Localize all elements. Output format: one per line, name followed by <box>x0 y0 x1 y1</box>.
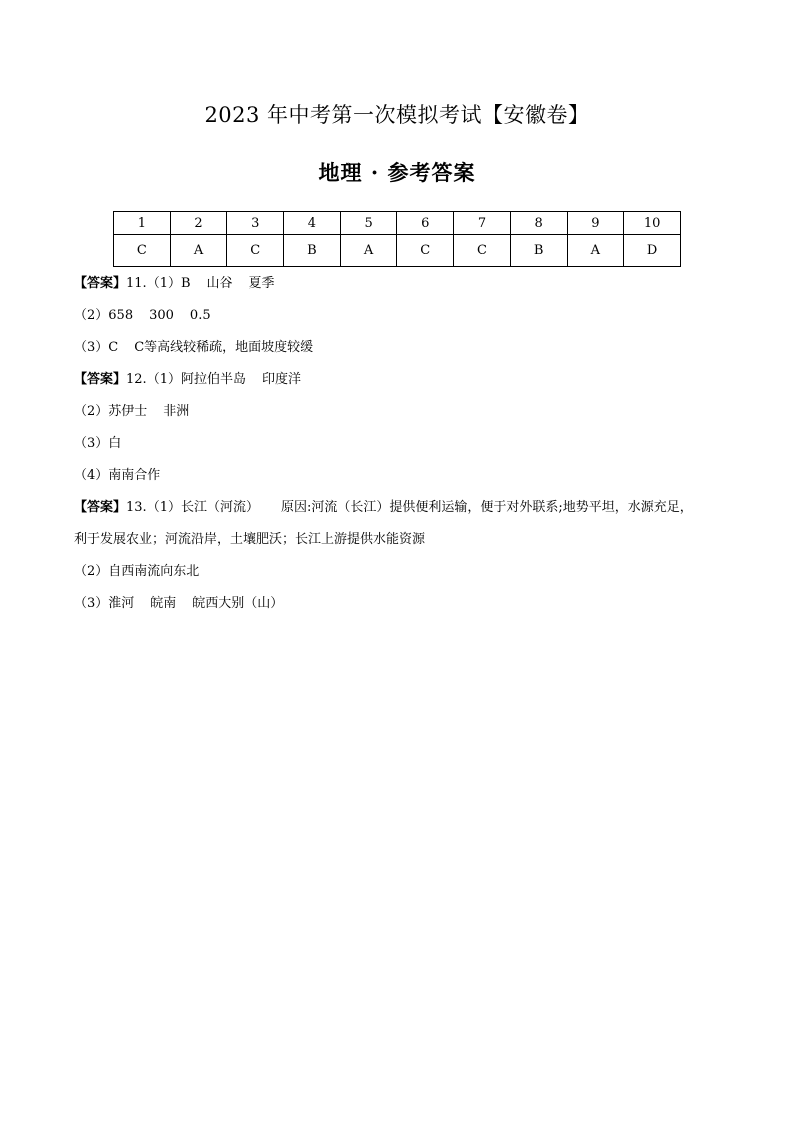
question-number-cell: 3 <box>227 212 284 235</box>
answer-cell: C <box>114 235 171 267</box>
page-subtitle: 地理 · 参考答案 <box>318 160 476 185</box>
answer-cell: C <box>454 235 511 267</box>
q13-part1-continuation-line <box>74 528 734 560</box>
q13-part3-prefix: （3）淮河 <box>74 596 135 611</box>
q11-part2-line <box>74 304 734 336</box>
q12-part2-prefix: （2）苏伊士 <box>74 404 148 419</box>
question-number-cell: 10 <box>624 212 681 235</box>
q11-part2-answer-b: 0.5 <box>189 308 211 323</box>
answer-table-answer-row <box>114 235 681 267</box>
q11-part2-answer-a: 300 <box>149 308 174 323</box>
answer-table-number-row <box>114 212 681 235</box>
question-number-cell: 5 <box>340 212 397 235</box>
q11-part3-line <box>74 336 734 368</box>
q11-part2-prefix: （2）658 <box>74 308 134 323</box>
q13-part1-prefix: 13.（1）长江（河流） <box>126 500 259 515</box>
question-number-cell: 7 <box>454 212 511 235</box>
q13-part2-text: （2）自西南流向东北 <box>74 564 200 579</box>
answer-lines <box>74 272 734 624</box>
q12-part2-line <box>74 400 734 432</box>
q11-part1-prefix: 11.（1）B <box>126 276 191 291</box>
q13-part1-line <box>74 496 734 528</box>
q13-part1-answer-a: 原因:河流（长江）提供便利运输，便于对外联系;地势平坦，水源充足， <box>280 500 693 515</box>
q12-part2-answer-a: 非洲 <box>163 404 190 419</box>
q11-part1-answer-a: 山谷 <box>206 276 233 291</box>
question-number-cell: 2 <box>170 212 227 235</box>
q12-part1-answer-a: 印度洋 <box>261 372 301 387</box>
q12-part1-line <box>74 368 734 400</box>
question-number-cell: 1 <box>114 212 171 235</box>
answer-tag: 【答案】 <box>74 276 127 291</box>
answer-cell: C <box>227 235 284 267</box>
answer-table <box>113 211 681 267</box>
answer-cell: B <box>510 235 567 267</box>
q12-part3-text: （3）白 <box>74 436 122 451</box>
q11-part1-answer-b: 夏季 <box>248 276 275 291</box>
q13-part1-continuation: 利于发展农业；河流沿岸，土壤肥沃；长江上游提供水能资源 <box>74 532 426 547</box>
q13-part3-line <box>74 592 734 624</box>
q11-part3-prefix: （3）C <box>74 340 119 355</box>
answer-tag: 【答案】 <box>74 372 127 387</box>
q13-part3-answer-a: 皖南 <box>150 596 177 611</box>
question-number-cell: 9 <box>567 212 624 235</box>
q12-part1-prefix: 12.（1）阿拉伯半岛 <box>126 372 246 387</box>
q11-part1-line <box>74 272 734 304</box>
question-number-cell: 8 <box>510 212 567 235</box>
answer-cell: B <box>284 235 341 267</box>
q13-part2-line <box>74 560 734 592</box>
answer-cell: A <box>170 235 227 267</box>
q12-part4-line <box>74 464 734 496</box>
q12-part3-line <box>74 432 734 464</box>
answer-cell: A <box>567 235 624 267</box>
answer-cell: A <box>340 235 397 267</box>
page-title: 2023 年中考第一次模拟考试【安徽卷】 <box>204 103 590 127</box>
answer-tag: 【答案】 <box>74 500 127 515</box>
answer-cell: D <box>624 235 681 267</box>
question-number-cell: 6 <box>397 212 454 235</box>
answer-cell: C <box>397 235 454 267</box>
question-number-cell: 4 <box>284 212 341 235</box>
q13-part3-answer-b: 皖西大别（山） <box>192 596 284 611</box>
q11-part3-answer-a: C等高线较稀疏，地面坡度较缓 <box>134 340 314 355</box>
q12-part4-text: （4）南南合作 <box>74 468 161 483</box>
